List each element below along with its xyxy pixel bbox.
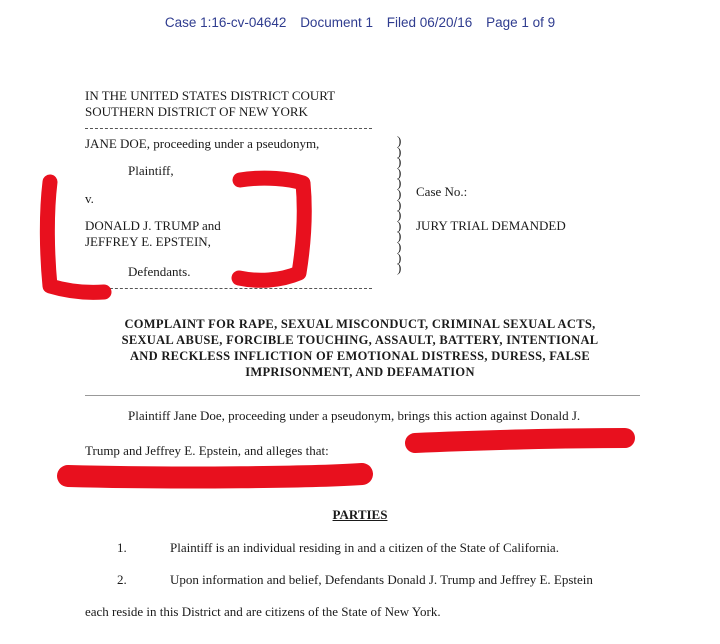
title-line2: SEXUAL ABUSE, FORCIBLE TOUCHING, ASSAULT, BATTERY, INTENTIONAL xyxy=(121,333,599,347)
paragraph-text-1: Plaintiff is an individual residing in and a citizen of the State of California. xyxy=(170,540,559,555)
title-line1: COMPLAINT FOR RAPE, SEXUAL MISCONDUCT, CRIMINAL SEXUAL ACTS, xyxy=(124,317,596,331)
defendant-line2: JEFFREY E. EPSTEIN, xyxy=(85,234,211,249)
case-number: Case 1:16-cv-04642 xyxy=(164,15,287,30)
paragraph-number-2: 2. xyxy=(117,572,127,587)
defendant-line1: DONALD J. TRUMP and xyxy=(85,218,221,233)
filed-date: Filed 06/20/16 xyxy=(386,15,473,30)
caption-parentheses: ) ) ) ) ) ) ) ) ) ) ) ) ) xyxy=(397,133,402,276)
court-name-line1: IN THE UNITED STATES DISTRICT COURT xyxy=(85,88,336,103)
intro-line1: Plaintiff Jane Doe, proceeding under a pseudonym, brings this action against Donald J. xyxy=(128,408,581,423)
left-bracket-mark xyxy=(47,182,104,292)
title-line4: IMPRISONMENT, AND DEFAMATION xyxy=(245,365,475,379)
page-indicator: Page 1 of 9 xyxy=(486,15,556,30)
intro-line2: Trump and Jeffrey E. Epstein, and alleges that: xyxy=(85,443,329,458)
plaintiff-name: JANE DOE, proceeding under a pseudonym, xyxy=(85,136,320,151)
document-number: Document 1 xyxy=(300,15,373,30)
right-bracket-mark xyxy=(239,178,304,280)
paragraph-number-1: 1. xyxy=(117,540,127,555)
defendants-label: Defendants. xyxy=(128,264,191,279)
versus: v. xyxy=(85,191,94,206)
redaction-mark-2 xyxy=(68,474,362,477)
paragraph-text-2: Upon information and belief, Defendants Donald J. Trump and Jeffrey E. Epstein xyxy=(170,572,593,587)
paragraph-continuation: each reside in this District and are citizens of the State of New York. xyxy=(85,604,441,619)
court-name-line2: SOUTHERN DISTRICT OF NEW YORK xyxy=(85,104,308,119)
title-line3: AND RECKLESS INFLICTION OF EMOTIONAL DISTRESS, DURESS, FALSE xyxy=(129,349,591,363)
parties-heading: PARTIES xyxy=(332,507,388,522)
case-no-label: Case No.: xyxy=(416,184,468,199)
jury-demand: JURY TRIAL DEMANDED xyxy=(416,218,566,233)
plaintiff-label: Plaintiff, xyxy=(128,163,174,178)
redaction-mark-1 xyxy=(415,438,625,443)
